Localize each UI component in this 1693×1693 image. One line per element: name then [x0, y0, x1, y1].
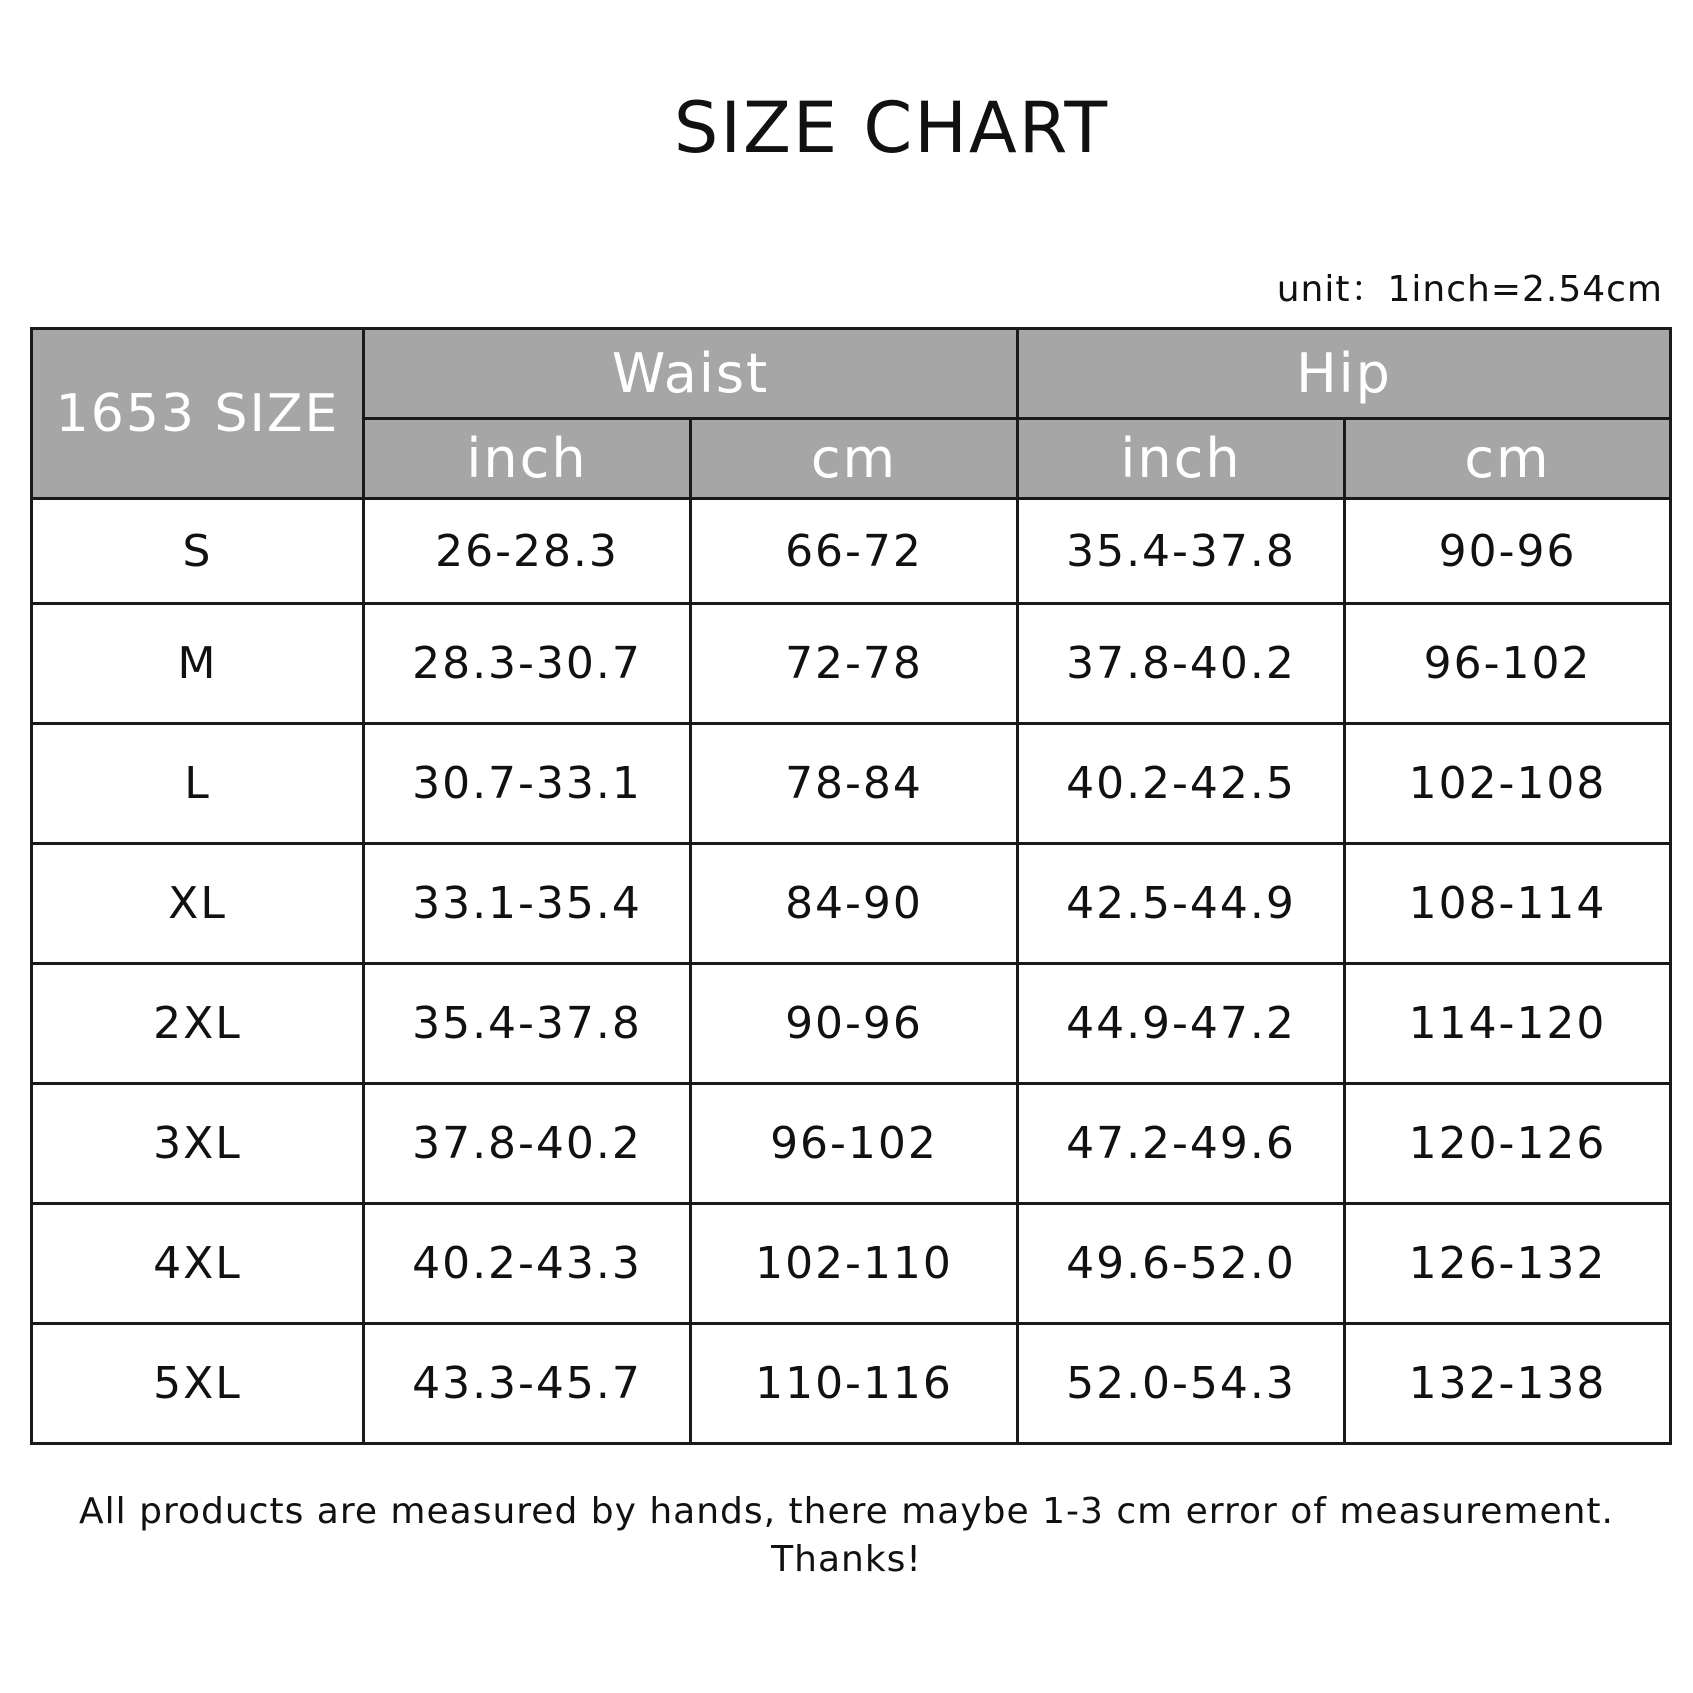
hip-cm-cell: 132-138	[1345, 1324, 1671, 1444]
hip-cm-cell: 114-120	[1345, 964, 1671, 1084]
measurement-note-line-2: Thanks!	[771, 1539, 922, 1580]
size-cell: 3XL	[32, 1084, 364, 1204]
hip-cm-cell: 120-126	[1345, 1084, 1671, 1204]
size-cell: XL	[32, 844, 364, 964]
waist-cm-header: cm	[691, 419, 1018, 499]
hip-inch-cell: 42.5-44.9	[1018, 844, 1345, 964]
waist-inch-cell: 40.2-43.3	[364, 1204, 691, 1324]
hip-inch-header: inch	[1018, 419, 1345, 499]
table-row	[32, 964, 1671, 1084]
waist-cm-cell: 102-110	[691, 1204, 1018, 1324]
waist-cm-cell: 78-84	[691, 724, 1018, 844]
table-row	[32, 499, 1671, 604]
waist-cm-cell: 66-72	[691, 499, 1018, 604]
size-cell: 5XL	[32, 1324, 364, 1444]
table-row	[32, 844, 1671, 964]
hip-inch-cell: 52.0-54.3	[1018, 1324, 1345, 1444]
waist-cm-cell: 84-90	[691, 844, 1018, 964]
waist-inch-cell: 30.7-33.1	[364, 724, 691, 844]
hip-inch-cell: 47.2-49.6	[1018, 1084, 1345, 1204]
hip-cm-cell: 96-102	[1345, 604, 1671, 724]
hip-inch-cell: 40.2-42.5	[1018, 724, 1345, 844]
size-cell: L	[32, 724, 364, 844]
size-cell: 2XL	[32, 964, 364, 1084]
waist-inch-cell: 26-28.3	[364, 499, 691, 604]
hip-inch-cell: 49.6-52.0	[1018, 1204, 1345, 1324]
table-row	[32, 724, 1671, 844]
hip-cm-header: cm	[1345, 419, 1671, 499]
hip-inch-cell: 44.9-47.2	[1018, 964, 1345, 1084]
waist-inch-cell: 43.3-45.7	[364, 1324, 691, 1444]
size-cell: S	[32, 499, 364, 604]
waist-inch-header: inch	[364, 419, 691, 499]
unit-note: unit：1inch=2.54cm	[1276, 269, 1663, 310]
table-row	[32, 1204, 1671, 1324]
waist-cm-cell: 110-116	[691, 1324, 1018, 1444]
waist-inch-cell: 37.8-40.2	[364, 1084, 691, 1204]
waist-cm-cell: 72-78	[691, 604, 1018, 724]
waist-cm-cell: 90-96	[691, 964, 1018, 1084]
waist-cm-cell: 96-102	[691, 1084, 1018, 1204]
page-title-wrap	[0, 88, 1693, 168]
table-row	[32, 1084, 1671, 1204]
waist-inch-cell: 28.3-30.7	[364, 604, 691, 724]
hip-inch-cell: 35.4-37.8	[1018, 499, 1345, 604]
hip-cm-cell: 90-96	[1345, 499, 1671, 604]
hip-inch-cell: 37.8-40.2	[1018, 604, 1345, 724]
page-title: SIZE CHART	[673, 87, 1110, 169]
waist-inch-cell: 35.4-37.8	[364, 964, 691, 1084]
hip-cm-cell: 108-114	[1345, 844, 1671, 964]
hip-group-header: Hip	[1018, 329, 1671, 419]
table-row	[32, 1324, 1671, 1444]
table-row	[32, 604, 1671, 724]
measurement-note	[0, 1488, 1693, 1584]
size-cell: M	[32, 604, 364, 724]
hip-cm-cell: 126-132	[1345, 1204, 1671, 1324]
waist-inch-cell: 33.1-35.4	[364, 844, 691, 964]
waist-group-header: Waist	[364, 329, 1018, 419]
size-cell: 4XL	[32, 1204, 364, 1324]
measurement-note-line-1: All products are measured by hands, there maybe 1-3 cm error of measurement.	[79, 1491, 1614, 1532]
size-column-header: 1653 SIZE	[32, 329, 364, 499]
size-table	[30, 327, 1672, 1445]
hip-cm-cell: 102-108	[1345, 724, 1671, 844]
